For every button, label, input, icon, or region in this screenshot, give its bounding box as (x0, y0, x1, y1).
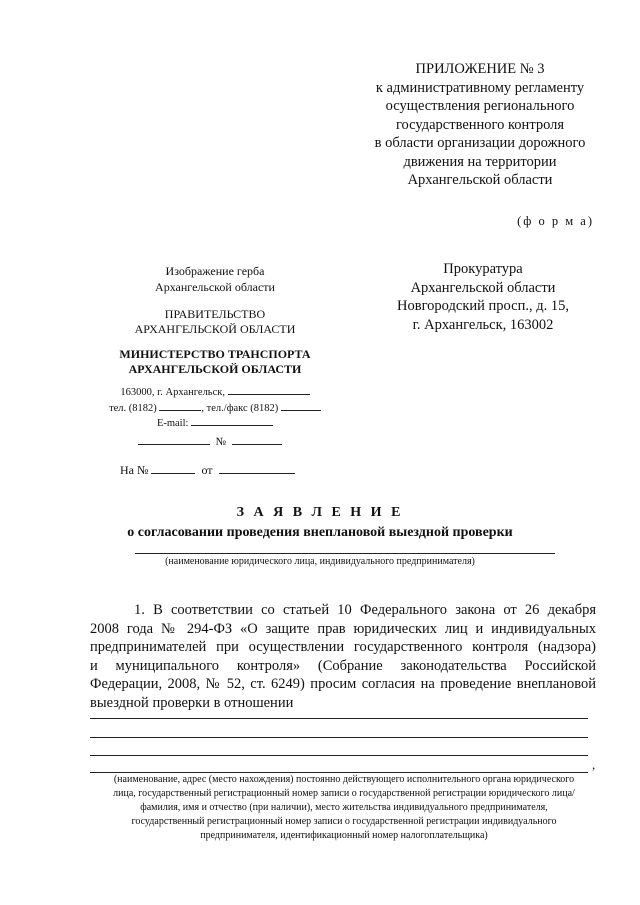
email-blank (191, 415, 273, 426)
name-field-caption: (наименование юридического лица, индивидуального предпринимателя) (165, 556, 475, 567)
government-line: АРХАНГЕЛЬСКОЙ ОБЛАСТИ (134, 322, 296, 336)
outgoing-number-blank (232, 434, 282, 445)
phone-blank (159, 400, 201, 411)
ministry-contacts (70, 384, 360, 431)
coat-line: Изображение герба (165, 264, 265, 278)
appendix-line: Архангельской области (407, 172, 553, 188)
ministry-name (95, 347, 335, 377)
appendix-line: в области организации дорожного (374, 135, 586, 151)
from-label: от (201, 463, 213, 477)
address-blank (228, 384, 310, 395)
body-line: 2008 года № 294-ФЗ «О защите прав юридических лиц и индивидуальных (90, 620, 596, 637)
email-row (70, 415, 360, 431)
caption-line: фамилия, имя и отчество (при наличии), место жительства индивидуального предпринимателя, (140, 802, 548, 813)
in-reply-label: На № (120, 463, 149, 477)
fill-line (90, 718, 588, 719)
phone-prefix: тел. (8182) (109, 402, 157, 414)
name-field-line (135, 553, 555, 554)
fax-prefix: , тел./факс (8182) (201, 402, 279, 414)
in-reply-date-blank (219, 463, 295, 474)
government-name (95, 307, 335, 337)
body-line: предпринимателей при осуществлении государственного контроля (надзора) (90, 639, 596, 655)
appendix-line: государственного контроля (395, 116, 565, 133)
form-label: (ф о р м а) (517, 214, 594, 228)
addressee-line: г. Архангельск, 163002 (412, 316, 554, 333)
caption-line: (наименование, адрес (место нахождения) постоянно действующего исполнительного органа юридического (113, 774, 575, 785)
fill-line (90, 755, 588, 756)
address-row (70, 384, 360, 400)
appendix-header (350, 60, 610, 190)
body-line: 1. В соответствии со статьей 10 Федерального закона от 26 декабря (134, 602, 596, 618)
appendix-title: ПРИЛОЖЕНИЕ № 3 (415, 61, 545, 77)
document-subtitle: о согласовании проведения внеплановой выездной проверки (127, 525, 513, 540)
body-line: Федерации, 2008, № 52, ст. 6249) просим согласия на проведение внеплановой (90, 676, 596, 692)
ministry-line: МИНИСТЕРСТВО ТРАНСПОРТА (119, 347, 311, 361)
coat-of-arms-placeholder (95, 263, 335, 295)
appendix-line: к административному регламенту (375, 79, 585, 96)
phone-row (70, 400, 360, 416)
appendix-line: осуществления регионального (385, 98, 575, 114)
document-title: З А Я В Л Е Н И Е (236, 505, 404, 520)
body-paragraph (90, 601, 596, 712)
addressee-line: Новгородский просп., д. 15, (397, 298, 569, 314)
caption-line: государственный регистрационный номер записи о государственной регистрации индивидуального (131, 816, 557, 827)
addressee-line: Прокуратура (443, 261, 523, 277)
body-line: и муниципального контроля» (Собрание законодательства Российской (90, 657, 596, 674)
details-caption (86, 773, 602, 843)
fax-blank (281, 400, 321, 411)
in-reply-row (120, 463, 295, 478)
ministry-line: АРХАНГЕЛЬСКОЙ ОБЛАСТИ (128, 362, 302, 376)
number-sign: № (215, 436, 226, 448)
appendix-line: движения на территории (403, 153, 557, 170)
caption-line: предпринимателя, идентификационный номер налогоплательщика) (200, 830, 488, 841)
government-line: ПРАВИТЕЛЬСТВО (164, 307, 266, 321)
body-line: выездной проверки в отношении (90, 694, 294, 711)
addressee-block (378, 260, 588, 334)
address-prefix: 163000, г. Архангельск, (120, 387, 225, 398)
coat-line: Архангельской области (155, 280, 275, 294)
trailing-comma: , (592, 757, 596, 772)
email-prefix: E-mail: (156, 418, 189, 429)
fill-line (90, 737, 588, 738)
addressee-line: Архангельской области (410, 279, 556, 296)
in-reply-number-blank (151, 463, 195, 474)
outgoing-number-row (138, 434, 282, 448)
caption-line: лица, государственный регистрационный номер записи о государственной регистрации юридического лица/ (113, 788, 575, 799)
outgoing-date-blank (138, 434, 210, 445)
